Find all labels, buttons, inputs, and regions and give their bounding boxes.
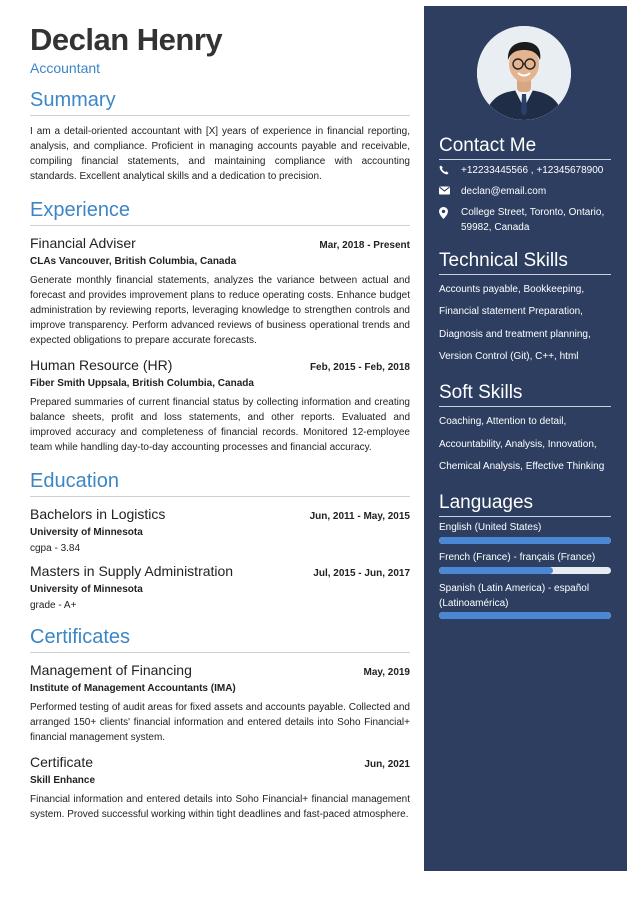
language-level-fill bbox=[439, 567, 553, 574]
experience-entry bbox=[30, 235, 410, 348]
job-title: Financial Adviser bbox=[30, 235, 136, 251]
education-heading: Education bbox=[30, 469, 410, 497]
technical-skill-item: Diagnosis and treatment planning, bbox=[439, 329, 591, 340]
contact-heading: Contact Me bbox=[439, 135, 611, 160]
certificate-entry bbox=[30, 662, 410, 745]
contact-email bbox=[439, 184, 614, 199]
technical-skill-item: Financial statement Preparation, bbox=[439, 306, 583, 317]
language-level-fill bbox=[439, 612, 611, 619]
languages-heading: Languages bbox=[439, 492, 611, 517]
experience-entry bbox=[30, 357, 410, 455]
education-entry bbox=[30, 563, 410, 611]
certificate-issuer: Skill Enhance bbox=[30, 775, 96, 786]
soft-skill-item: Chemical Analysis, Effective Thinking bbox=[439, 461, 605, 472]
job-description: Generate monthly financial statements, analyzes the variance between actual and forecast and provides improvement plans to reduce operating costs. Enhance budget administration by reviewing reports, leveraging knowledge to strengthen controls and improve transparency. Perform advanced reviews of business operational trends and expected obligations to prepare accurate forecasts. bbox=[30, 275, 410, 346]
email-text: declan@email.com bbox=[461, 186, 547, 197]
language-label: Spanish (Latin America) - español (Latinoamérica) bbox=[439, 583, 590, 609]
certificate-description: Performed testing of audit areas for fixed assets and accounts payable. Collected and arranged 150+ clients' financial information and entered details into Soho Financial+ financial management system. bbox=[30, 702, 410, 743]
job-description: Prepared summaries of current financial status by collecting information and creating balance sheets, profit and loss statements, and other reports. Evaluated and improved accuracy and completeness of financial records. Monitored 12-employee team while handling day-to-day accounting processes and financial accuracy. bbox=[30, 397, 410, 453]
degree-grade: cgpa - 3.84 bbox=[30, 543, 81, 554]
language-level-fill bbox=[439, 537, 611, 544]
language-level-bar bbox=[439, 567, 611, 574]
language-level-bar bbox=[439, 612, 611, 619]
certificates-heading: Certificates bbox=[30, 625, 410, 653]
envelope-icon bbox=[439, 184, 461, 199]
candidate-name: Declan Henry bbox=[30, 22, 223, 57]
contact-address bbox=[439, 205, 614, 235]
address-text: College Street, Toronto, Ontario, 59982, Canada bbox=[461, 207, 605, 233]
candidate-role: Accountant bbox=[30, 60, 101, 76]
certificate-title: Certificate bbox=[30, 754, 94, 770]
degree-title: Bachelors in Logistics bbox=[30, 506, 166, 522]
language-label: English (United States) bbox=[439, 522, 542, 533]
degree-date: Jun, 2011 - May, 2015 bbox=[309, 511, 410, 522]
degree-title: Masters in Supply Administration bbox=[30, 563, 234, 579]
education-entry bbox=[30, 506, 410, 554]
main-column bbox=[30, 20, 410, 822]
technical-skill-item: Version Control (Git), C++, html bbox=[439, 351, 579, 362]
certificate-title: Management of Financing bbox=[30, 662, 192, 678]
certificate-date: May, 2019 bbox=[363, 667, 410, 678]
location-pin-icon bbox=[439, 205, 461, 235]
job-employer: Fiber Smith Uppsala, British Columbia, Canada bbox=[30, 378, 254, 389]
job-employer: CLAs Vancouver, British Columbia, Canada bbox=[30, 256, 237, 267]
phone-text: +12233445566 , +12345678900 bbox=[461, 165, 604, 176]
job-date: Feb, 2015 - Feb, 2018 bbox=[309, 362, 410, 373]
language-level-bar bbox=[439, 537, 611, 544]
soft-skill-item: Coaching, Attention to detail, bbox=[439, 416, 567, 427]
certificate-date: Jun, 2021 bbox=[364, 759, 410, 770]
technical-skills-heading: Technical Skills bbox=[439, 250, 611, 275]
summary-text: I am a detail-oriented accountant with [X] years of experience in financial reporting, analysis, and compliance. Proficient in managing accounts payable and receivable, compiling financial statements, and maintaining compliance with accounting standards. Excellent analytical skills and a dedication to precision. bbox=[30, 126, 410, 182]
degree-grade: grade - A+ bbox=[30, 600, 77, 611]
soft-skills-heading: Soft Skills bbox=[439, 382, 611, 407]
sidebar bbox=[424, 6, 627, 871]
language-label: French (France) - français (France) bbox=[439, 552, 596, 563]
soft-skill-item: Accountability, Analysis, Innovation, bbox=[439, 439, 597, 450]
degree-institution: University of Minnesota bbox=[30, 584, 143, 595]
job-title: Human Resource (HR) bbox=[30, 357, 173, 373]
technical-skill-item: Accounts payable, Bookkeeping, bbox=[439, 284, 585, 295]
experience-heading: Experience bbox=[30, 198, 410, 226]
contact-phone bbox=[439, 163, 614, 178]
job-date: Mar, 2018 - Present bbox=[319, 240, 410, 251]
summary-heading: Summary bbox=[30, 88, 410, 116]
certificate-entry bbox=[30, 754, 410, 822]
profile-photo bbox=[477, 26, 571, 120]
certificate-description: Financial information and entered details into Soho Financial+ financial management system. Proved successful working within tight deadlines and fast-paced atmosphere. bbox=[30, 794, 410, 820]
degree-date: Jul, 2015 - Jun, 2017 bbox=[313, 568, 410, 579]
phone-icon bbox=[439, 163, 461, 178]
degree-institution: University of Minnesota bbox=[30, 527, 143, 538]
certificate-issuer: Institute of Management Accountants (IMA) bbox=[30, 683, 236, 694]
